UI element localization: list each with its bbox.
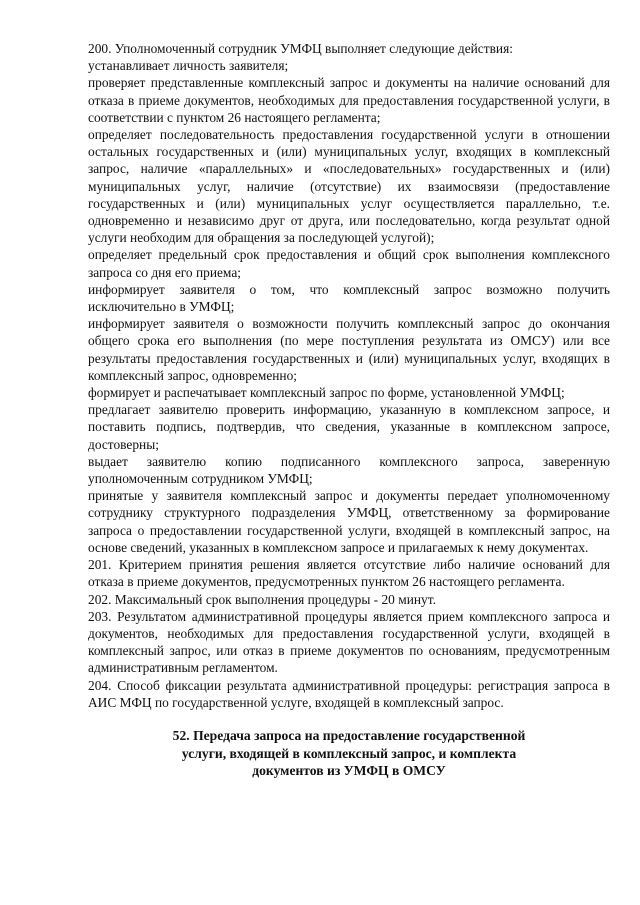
document-page: [88, 40, 610, 780]
paragraph-form-print: формирует и распечатывает комплексный запрос по форме, установленной УМФЦ;: [88, 385, 565, 401]
paragraph-verify-sign: предлагает заявителю проверить информацию, указанную в комплексном запросе, и поставить подпись, подтвердив, что сведения, указанные в комплексном запросе, достоверны;: [88, 402, 610, 452]
paragraph-inform-umfc: информирует заявителя о том, что комплексный запрос возможно получить исключительно в УМФЦ;: [88, 281, 610, 315]
section-heading-52: [88, 727, 610, 780]
paragraph-issue-copy: выдает заявителю копию подписанного комплексного запроса, заверенную уполномоченным сотрудником УМФЦ;: [88, 453, 610, 487]
heading-line: услуги, входящей в комплексный запрос, и комплекта: [181, 745, 517, 761]
paragraph-201: 201. Критерием принятия решения является отсутствие либо наличие оснований для отказа в приеме документов, предусмотренных пунктом 26 настоящего регламента.: [88, 557, 610, 590]
paragraph-sequence: определяет последовательность предоставления государственной услуги в отношении остальных государственных и (или) муниципальных услуг, входящих в комплексный запрос, наличие «параллельных» и «последовательных» государственных и (или) муниципальных услуг, наличие (отсутствие) их взаимосвязи (предоставление государственных и (или) муниципальных услуг осуществляется параллельно, т.е. одновременно и независимо друг от друга, или последовательно, когда результат одной услуги необходим для обращения за последующей услугой);: [88, 127, 610, 246]
paragraph-identity: устанавливает личность заявителя;: [88, 58, 289, 74]
heading-line: 52. Передача запроса на предоставление государственной: [172, 727, 526, 743]
heading-line: документов из УМФЦ в ОМСУ: [252, 763, 446, 779]
paragraph-203: 203. Результатом административной процедуры является прием комплексного запроса и документов, необходимых для предоставления государственной услуги, входящей в комплексный запрос, или отказ в приеме документов по основаниям, предусмотренным административным регламентом.: [88, 608, 610, 676]
paragraph-inform-possibility: информирует заявителя о возможности получить комплексный запрос до окончания общего срока его выполнения (по мере поступления результата из ОМСУ) или все результаты предоставления государственных и (или) муниципальных услуг, входящих в комплексный запрос, одновременно;: [88, 316, 610, 383]
paragraph-check-documents: проверяет представленные комплексный запрос и документы на наличие оснований для отказа в приеме документов, необходимых для предоставления государственной услуги, в соответствии с пунктом 26 настоящего регламента;: [88, 75, 610, 125]
paragraph-deadline: определяет предельный срок предоставления и общий срок выполнения комплексного запроса со дня его приема;: [88, 247, 610, 280]
paragraph-204: 204. Способ фиксации результата административной процедуры: регистрация запроса в АИС МФЦ по государственной услуге, входящей в комплексный запрос.: [88, 677, 610, 710]
paragraph-transfer: принятые у заявителя комплексный запрос и документы передает уполномоченному сотруднику структурного подразделения УМФЦ, ответственному за формирование запроса о предоставлении государственной услуги, входящей в комплексный запрос, на основе сведений, указанных в комплексном запросе и прилагаемых к нему документах.: [88, 488, 610, 555]
paragraph-200: 200. Уполномоченный сотрудник УМФЦ выполняет следующие действия:: [88, 41, 513, 56]
paragraph-202: 202. Максимальный срок выполнения процедуры - 20 минут.: [88, 591, 436, 607]
